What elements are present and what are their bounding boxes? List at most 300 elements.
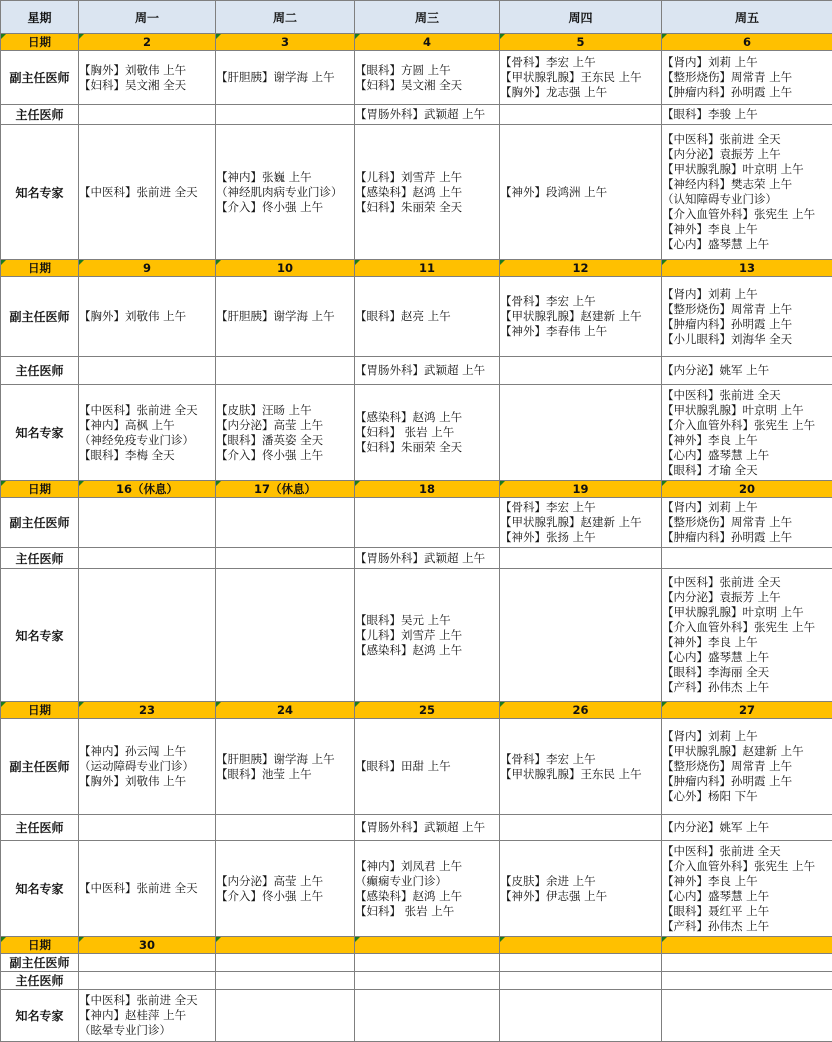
schedule-cell-thu xyxy=(500,954,662,972)
doctor-entry: 【神内】高枫 上午 xyxy=(79,418,215,433)
expert-doctor-row xyxy=(1,125,832,260)
schedule-cell-mon xyxy=(79,357,216,385)
date-label-text: 日期 xyxy=(28,703,51,717)
doctor-entry: 【胸外】刘敬伟 上午 xyxy=(79,309,215,324)
doctor-entry: 【皮肤】汪旸 上午 xyxy=(216,403,354,418)
date-cell-fri xyxy=(662,34,832,51)
doctor-entry: 【感染科】赵鸿 上午 xyxy=(355,185,499,200)
date-cell-wed xyxy=(355,702,500,719)
schedule-cell-tue xyxy=(216,51,355,105)
doctor-entry: 【介入血管外科】张宪生 上午 xyxy=(662,620,832,635)
doctor-entry: 【肝胆胰】谢学海 上午 xyxy=(216,752,354,767)
cell-marker-icon xyxy=(79,260,84,265)
schedule-cell-tue xyxy=(216,569,355,702)
cell-marker-icon xyxy=(662,702,667,707)
schedule-cell-fri xyxy=(662,548,832,569)
doctor-entry: 【内分泌】姚军 上午 xyxy=(662,363,832,378)
doctor-entry: 【胸外】龙志强 上午 xyxy=(500,85,661,100)
schedule-cell-wed xyxy=(355,815,500,841)
date-label-text: 日期 xyxy=(28,482,51,496)
date-value: 11 xyxy=(419,261,435,275)
row-label-chief: 主任医师 xyxy=(1,972,79,990)
schedule-cell-fri xyxy=(662,125,832,260)
doctor-entry: 【妇科】 张岩 上午 xyxy=(355,904,499,919)
date-cell-fri xyxy=(662,937,832,954)
date-value: 26 xyxy=(572,703,588,717)
schedule-cell-mon xyxy=(79,548,216,569)
cell-marker-icon xyxy=(1,260,6,265)
schedule-cell-thu xyxy=(500,569,662,702)
schedule-cell-mon xyxy=(79,385,216,481)
date-cell-wed xyxy=(355,34,500,51)
associate-doctor-row xyxy=(1,277,832,357)
date-cell-thu xyxy=(500,481,662,498)
date-row xyxy=(1,481,832,498)
schedule-cell-thu xyxy=(500,815,662,841)
doctor-entry: 【感染科】赵鸿 上午 xyxy=(355,889,499,904)
doctor-entry: 【肝胆胰】谢学海 上午 xyxy=(216,70,354,85)
date-cell-thu xyxy=(500,702,662,719)
doctor-entry: 【肿瘤内科】孙明霞 上午 xyxy=(662,774,832,789)
row-label-associate: 副主任医师 xyxy=(1,51,79,105)
schedule-cell-wed xyxy=(355,105,500,125)
doctor-entry: 【肾内】刘莉 上午 xyxy=(662,287,832,302)
schedule-cell-tue xyxy=(216,841,355,937)
doctor-entry: 【中医科】张前进 全天 xyxy=(79,185,215,200)
doctor-entry: 【神外】李良 上午 xyxy=(662,874,832,889)
doctor-entry: 【感染科】赵鸿 上午 xyxy=(355,410,499,425)
doctor-entry: 【胸外】刘敬伟 上午 xyxy=(79,774,215,789)
schedule-cell-thu xyxy=(500,51,662,105)
date-cell-fri xyxy=(662,702,832,719)
doctor-entry: 【肾内】刘莉 上午 xyxy=(662,55,832,70)
doctor-entry: 【甲状腺乳腺】赵建新 上午 xyxy=(500,515,661,530)
date-row-label xyxy=(1,481,79,498)
doctor-entry: （神经免疫专业门诊） xyxy=(79,433,215,448)
date-value: 5 xyxy=(576,35,584,49)
doctor-entry: 【肾内】刘莉 上午 xyxy=(662,729,832,744)
schedule-cell-mon xyxy=(79,972,216,990)
schedule-cell-fri xyxy=(662,990,832,1042)
row-label-associate: 副主任医师 xyxy=(1,277,79,357)
schedule-cell-fri xyxy=(662,841,832,937)
row-label-expert: 知名专家 xyxy=(1,990,79,1042)
schedule-cell-wed xyxy=(355,125,500,260)
doctor-entry: 【眼科】李海丽 全天 xyxy=(662,665,832,680)
doctor-entry: 【胃肠外科】武颖超 上午 xyxy=(355,363,499,378)
doctor-entry: 【产科】孙伟杰 上午 xyxy=(662,919,832,934)
doctor-entry: 【神外】李良 上午 xyxy=(662,635,832,650)
doctor-entry: 【肿瘤内科】孙明霞 上午 xyxy=(662,317,832,332)
cell-marker-icon xyxy=(216,937,221,942)
cell-marker-icon xyxy=(662,260,667,265)
date-value: 20 xyxy=(739,482,755,496)
date-value: 17（休息） xyxy=(254,482,316,496)
doctor-entry: 【介入】佟小强 上午 xyxy=(216,200,354,215)
doctor-entry: 【眼科】才瑜 全天 xyxy=(662,463,832,478)
cell-marker-icon xyxy=(355,481,360,486)
schedule-cell-fri xyxy=(662,51,832,105)
schedule-cell-mon xyxy=(79,954,216,972)
associate-doctor-row xyxy=(1,954,832,972)
schedule-cell-tue xyxy=(216,385,355,481)
row-label-chief: 主任医师 xyxy=(1,357,79,385)
header-day-wed: 周三 xyxy=(355,1,500,34)
doctor-entry: 【骨科】李宏 上午 xyxy=(500,55,661,70)
doctor-entry: 【眼科】聂红平 上午 xyxy=(662,904,832,919)
schedule-cell-wed xyxy=(355,954,500,972)
doctor-entry: 【整形烧伤】周常青 上午 xyxy=(662,302,832,317)
schedule-cell-fri xyxy=(662,277,832,357)
expert-doctor-row xyxy=(1,569,832,702)
schedule-cell-tue xyxy=(216,815,355,841)
date-cell-mon xyxy=(79,937,216,954)
cell-marker-icon xyxy=(355,260,360,265)
cell-marker-icon xyxy=(1,34,6,39)
doctor-entry: 【眼科】李骏 上午 xyxy=(662,107,832,122)
associate-doctor-row xyxy=(1,498,832,548)
doctor-entry: 【心内】盛琴慧 上午 xyxy=(662,448,832,463)
schedule-cell-thu xyxy=(500,277,662,357)
doctor-entry: 【中医科】张前进 全天 xyxy=(662,844,832,859)
doctor-entry: 【甲状腺乳腺】赵建新 上午 xyxy=(500,309,661,324)
row-label-expert: 知名专家 xyxy=(1,125,79,260)
schedule-cell-fri xyxy=(662,357,832,385)
doctor-entry: 【介入】佟小强 上午 xyxy=(216,448,354,463)
date-cell-tue xyxy=(216,34,355,51)
schedule-cell-tue xyxy=(216,719,355,815)
doctor-entry: 【内分泌】袁振芳 上午 xyxy=(662,147,832,162)
date-row-label xyxy=(1,937,79,954)
date-value: 12 xyxy=(572,261,588,275)
date-value: 24 xyxy=(277,703,293,717)
header-weekday-label: 星期 xyxy=(1,1,79,34)
doctor-entry: 【眼科】吴元 上午 xyxy=(355,613,499,628)
date-value: 13 xyxy=(739,261,755,275)
date-label-text: 日期 xyxy=(28,261,51,275)
doctor-entry: 【感染科】赵鸿 上午 xyxy=(355,643,499,658)
cell-marker-icon xyxy=(216,260,221,265)
schedule-cell-mon xyxy=(79,51,216,105)
doctor-entry: 【神内】张巍 上午 xyxy=(216,170,354,185)
doctor-entry: 【介入血管外科】张宪生 上午 xyxy=(662,207,832,222)
doctor-entry: 【眼科】田甜 上午 xyxy=(355,759,499,774)
chief-doctor-row xyxy=(1,548,832,569)
doctor-entry: 【心内】盛琴慧 上午 xyxy=(662,650,832,665)
doctor-entry: 【皮肤】余进 上午 xyxy=(500,874,661,889)
schedule-cell-tue xyxy=(216,548,355,569)
doctor-entry: 【儿科】刘雪芹 上午 xyxy=(355,170,499,185)
row-label-expert: 知名专家 xyxy=(1,569,79,702)
schedule-cell-wed xyxy=(355,972,500,990)
doctor-entry: 【儿科】刘雪芹 上午 xyxy=(355,628,499,643)
cell-marker-icon xyxy=(79,481,84,486)
doctor-entry: 【整形烧伤】周常青 上午 xyxy=(662,759,832,774)
doctor-entry: 【胸外】刘敬伟 上午 xyxy=(79,63,215,78)
cell-marker-icon xyxy=(500,260,505,265)
date-value: 3 xyxy=(281,35,289,49)
cell-marker-icon xyxy=(500,702,505,707)
header-day-mon: 周一 xyxy=(79,1,216,34)
doctor-entry: 【神外】张扬 上午 xyxy=(500,530,661,545)
doctor-entry: 【心内】盛琴慧 上午 xyxy=(662,889,832,904)
doctor-entry: 【神外】李春伟 上午 xyxy=(500,324,661,339)
schedule-cell-wed xyxy=(355,51,500,105)
date-cell-thu xyxy=(500,260,662,277)
doctor-entry: 【神外】段鸿洲 上午 xyxy=(500,185,661,200)
date-value: 6 xyxy=(743,35,751,49)
schedule-cell-fri xyxy=(662,105,832,125)
schedule-cell-thu xyxy=(500,105,662,125)
schedule-cell-mon xyxy=(79,990,216,1042)
schedule-cell-tue xyxy=(216,125,355,260)
doctor-entry: 【甲状腺乳腺】叶京明 上午 xyxy=(662,403,832,418)
cell-marker-icon xyxy=(1,702,6,707)
doctor-entry: 【眼科】潘英姿 全天 xyxy=(216,433,354,448)
schedule-cell-fri xyxy=(662,569,832,702)
date-cell-tue xyxy=(216,937,355,954)
schedule-cell-wed xyxy=(355,498,500,548)
doctor-entry: 【神内】刘凤君 上午 xyxy=(355,859,499,874)
doctor-entry: 【中医科】张前进 全天 xyxy=(662,575,832,590)
doctor-entry: 【产科】孙伟杰 上午 xyxy=(662,680,832,695)
schedule-cell-fri xyxy=(662,815,832,841)
cell-marker-icon xyxy=(216,702,221,707)
date-row xyxy=(1,702,832,719)
chief-doctor-row xyxy=(1,815,832,841)
doctor-entry: 【介入】佟小强 上午 xyxy=(216,889,354,904)
row-label-associate: 副主任医师 xyxy=(1,498,79,548)
date-row-label xyxy=(1,260,79,277)
cell-marker-icon xyxy=(79,702,84,707)
date-label-text: 日期 xyxy=(28,35,51,49)
doctor-entry: 【甲状腺乳腺】王东民 上午 xyxy=(500,70,661,85)
doctor-entry: 【妇科】吴文湘 全天 xyxy=(355,78,499,93)
doctor-entry: 【眼科】赵亮 上午 xyxy=(355,309,499,324)
date-cell-wed xyxy=(355,481,500,498)
cell-marker-icon xyxy=(662,481,667,486)
schedule-cell-thu xyxy=(500,972,662,990)
cell-marker-icon xyxy=(662,937,667,942)
chief-doctor-row xyxy=(1,357,832,385)
date-row xyxy=(1,260,832,277)
schedule-cell-wed xyxy=(355,990,500,1042)
date-value: 23 xyxy=(139,703,155,717)
schedule-cell-tue xyxy=(216,954,355,972)
doctor-entry: 【骨科】李宏 上午 xyxy=(500,294,661,309)
row-label-expert: 知名专家 xyxy=(1,385,79,481)
schedule-cell-fri xyxy=(662,972,832,990)
date-cell-tue xyxy=(216,260,355,277)
date-cell-wed xyxy=(355,260,500,277)
doctor-entry: 【中医科】张前进 全天 xyxy=(662,132,832,147)
schedule-cell-wed xyxy=(355,569,500,702)
schedule-cell-wed xyxy=(355,719,500,815)
schedule-cell-thu xyxy=(500,548,662,569)
date-row-label xyxy=(1,34,79,51)
doctor-entry: 【骨科】李宏 上午 xyxy=(500,500,661,515)
schedule-cell-wed xyxy=(355,548,500,569)
row-label-expert: 知名专家 xyxy=(1,841,79,937)
doctor-entry: 【神经内科】樊志荣 上午 xyxy=(662,177,832,192)
date-value: 18 xyxy=(419,482,435,496)
doctor-entry: 【神外】伊志强 上午 xyxy=(500,889,661,904)
doctor-entry: 【妇科】朱丽荣 全天 xyxy=(355,440,499,455)
doctor-entry: 【甲状腺乳腺】叶京明 上午 xyxy=(662,162,832,177)
doctor-entry: 【中医科】张前进 全天 xyxy=(79,403,215,418)
doctor-entry: （认知障碍专业门诊） xyxy=(662,192,832,207)
doctor-entry: 【肿瘤内科】孙明霞 上午 xyxy=(662,530,832,545)
schedule-cell-wed xyxy=(355,841,500,937)
date-cell-thu xyxy=(500,937,662,954)
doctor-entry: 【中医科】张前进 全天 xyxy=(79,881,215,896)
expert-doctor-row xyxy=(1,990,832,1042)
schedule-cell-thu xyxy=(500,385,662,481)
row-label-associate: 副主任医师 xyxy=(1,719,79,815)
doctor-entry: （癫痫专业门诊） xyxy=(355,874,499,889)
schedule-body xyxy=(1,34,832,1042)
schedule-cell-thu xyxy=(500,125,662,260)
date-value: 4 xyxy=(423,35,431,49)
schedule-cell-fri xyxy=(662,385,832,481)
cell-marker-icon xyxy=(355,34,360,39)
schedule-cell-tue xyxy=(216,357,355,385)
header-day-thu: 周四 xyxy=(500,1,662,34)
header-day-fri: 周五 xyxy=(662,1,832,34)
doctor-entry: 【肝胆胰】谢学海 上午 xyxy=(216,309,354,324)
date-row xyxy=(1,937,832,954)
schedule-cell-mon xyxy=(79,277,216,357)
header-day-tue: 周二 xyxy=(216,1,355,34)
doctor-entry: 【小儿眼科】刘海华 全天 xyxy=(662,332,832,347)
doctor-entry: 【神内】孙云闯 上午 xyxy=(79,744,215,759)
schedule-cell-fri xyxy=(662,719,832,815)
schedule-cell-thu xyxy=(500,990,662,1042)
doctor-entry: 【骨科】李宏 上午 xyxy=(500,752,661,767)
schedule-cell-fri xyxy=(662,954,832,972)
schedule-cell-wed xyxy=(355,385,500,481)
row-label-associate: 副主任医师 xyxy=(1,954,79,972)
schedule-cell-mon xyxy=(79,498,216,548)
doctor-entry: 【心外】杨阳 下午 xyxy=(662,789,832,804)
doctor-entry: 【内分泌】袁振芳 上午 xyxy=(662,590,832,605)
doctor-entry: 【心内】盛琴慧 上午 xyxy=(662,237,832,252)
doctor-entry: 【内分泌】高莹 上午 xyxy=(216,418,354,433)
doctor-entry: 【胃肠外科】武颖超 上午 xyxy=(355,551,499,566)
row-label-chief: 主任医师 xyxy=(1,548,79,569)
date-value: 2 xyxy=(143,35,151,49)
expert-doctor-row xyxy=(1,841,832,937)
associate-doctor-row xyxy=(1,51,832,105)
schedule-cell-thu xyxy=(500,841,662,937)
doctor-entry: 【甲状腺乳腺】王东民 上午 xyxy=(500,767,661,782)
doctor-entry: 【中医科】张前进 全天 xyxy=(662,388,832,403)
schedule-cell-wed xyxy=(355,357,500,385)
date-value: 9 xyxy=(143,261,151,275)
cell-marker-icon xyxy=(500,481,505,486)
schedule-cell-fri xyxy=(662,498,832,548)
schedule-cell-wed xyxy=(355,277,500,357)
doctor-entry: 【中医科】张前进 全天 xyxy=(79,993,215,1008)
doctor-entry: 【神内】赵桂萍 上午 xyxy=(79,1008,215,1023)
schedule-cell-tue xyxy=(216,498,355,548)
schedule-cell-mon xyxy=(79,105,216,125)
date-cell-mon xyxy=(79,34,216,51)
date-cell-wed xyxy=(355,937,500,954)
doctor-entry: （神经肌肉病专业门诊） xyxy=(216,185,354,200)
cell-marker-icon xyxy=(79,34,84,39)
doctor-entry: 【胃肠外科】武颖超 上午 xyxy=(355,107,499,122)
doctor-entry: 【内分泌】高莹 上午 xyxy=(216,874,354,889)
doctor-entry: 【眼科】李梅 全天 xyxy=(79,448,215,463)
schedule-cell-thu xyxy=(500,719,662,815)
date-value: 10 xyxy=(277,261,293,275)
cell-marker-icon xyxy=(1,481,6,486)
date-cell-fri xyxy=(662,481,832,498)
row-label-chief: 主任医师 xyxy=(1,815,79,841)
header-row xyxy=(1,1,832,34)
schedule-cell-mon xyxy=(79,125,216,260)
doctor-entry: （运动障碍专业门诊） xyxy=(79,759,215,774)
cell-marker-icon xyxy=(355,937,360,942)
schedule-cell-tue xyxy=(216,277,355,357)
cell-marker-icon xyxy=(216,481,221,486)
doctor-entry: 【神外】李良 上午 xyxy=(662,433,832,448)
schedule-cell-mon xyxy=(79,841,216,937)
doctor-entry: 【妇科】 张岩 上午 xyxy=(355,425,499,440)
doctor-entry: 【神外】李良 上午 xyxy=(662,222,832,237)
doctor-entry: 【甲状腺乳腺】叶京明 上午 xyxy=(662,605,832,620)
date-label-text: 日期 xyxy=(28,938,51,952)
doctor-entry: 【肿瘤内科】孙明霞 上午 xyxy=(662,85,832,100)
schedule-cell-tue xyxy=(216,972,355,990)
doctor-entry: 【妇科】朱丽荣 全天 xyxy=(355,200,499,215)
cell-marker-icon xyxy=(1,937,6,942)
date-cell-thu xyxy=(500,34,662,51)
doctor-entry: 【甲状腺乳腺】赵建新 上午 xyxy=(662,744,832,759)
date-row xyxy=(1,34,832,51)
doctor-entry: 【整形烧伤】周常青 上午 xyxy=(662,70,832,85)
date-cell-mon xyxy=(79,702,216,719)
date-cell-fri xyxy=(662,260,832,277)
doctor-entry: 【肾内】刘莉 上午 xyxy=(662,500,832,515)
expert-doctor-row xyxy=(1,385,832,481)
doctor-entry: 【介入血管外科】张宪生 上午 xyxy=(662,418,832,433)
date-cell-mon xyxy=(79,481,216,498)
date-value: 16（休息） xyxy=(116,482,178,496)
row-label-chief: 主任医师 xyxy=(1,105,79,125)
doctor-entry: 【胃肠外科】武颖超 上午 xyxy=(355,820,499,835)
date-row-label xyxy=(1,702,79,719)
date-value: 25 xyxy=(419,703,435,717)
schedule-cell-mon xyxy=(79,569,216,702)
chief-doctor-row xyxy=(1,972,832,990)
date-cell-mon xyxy=(79,260,216,277)
date-value: 30 xyxy=(139,938,155,952)
doctor-entry: 【妇科】吴文湘 全天 xyxy=(79,78,215,93)
date-cell-tue xyxy=(216,481,355,498)
cell-marker-icon xyxy=(500,937,505,942)
schedule-cell-tue xyxy=(216,105,355,125)
date-value: 27 xyxy=(739,703,755,717)
schedule-cell-tue xyxy=(216,990,355,1042)
doctor-entry: 【眼科】方圆 上午 xyxy=(355,63,499,78)
schedule-cell-thu xyxy=(500,498,662,548)
cell-marker-icon xyxy=(355,702,360,707)
cell-marker-icon xyxy=(500,34,505,39)
chief-doctor-row xyxy=(1,105,832,125)
schedule-cell-mon xyxy=(79,815,216,841)
